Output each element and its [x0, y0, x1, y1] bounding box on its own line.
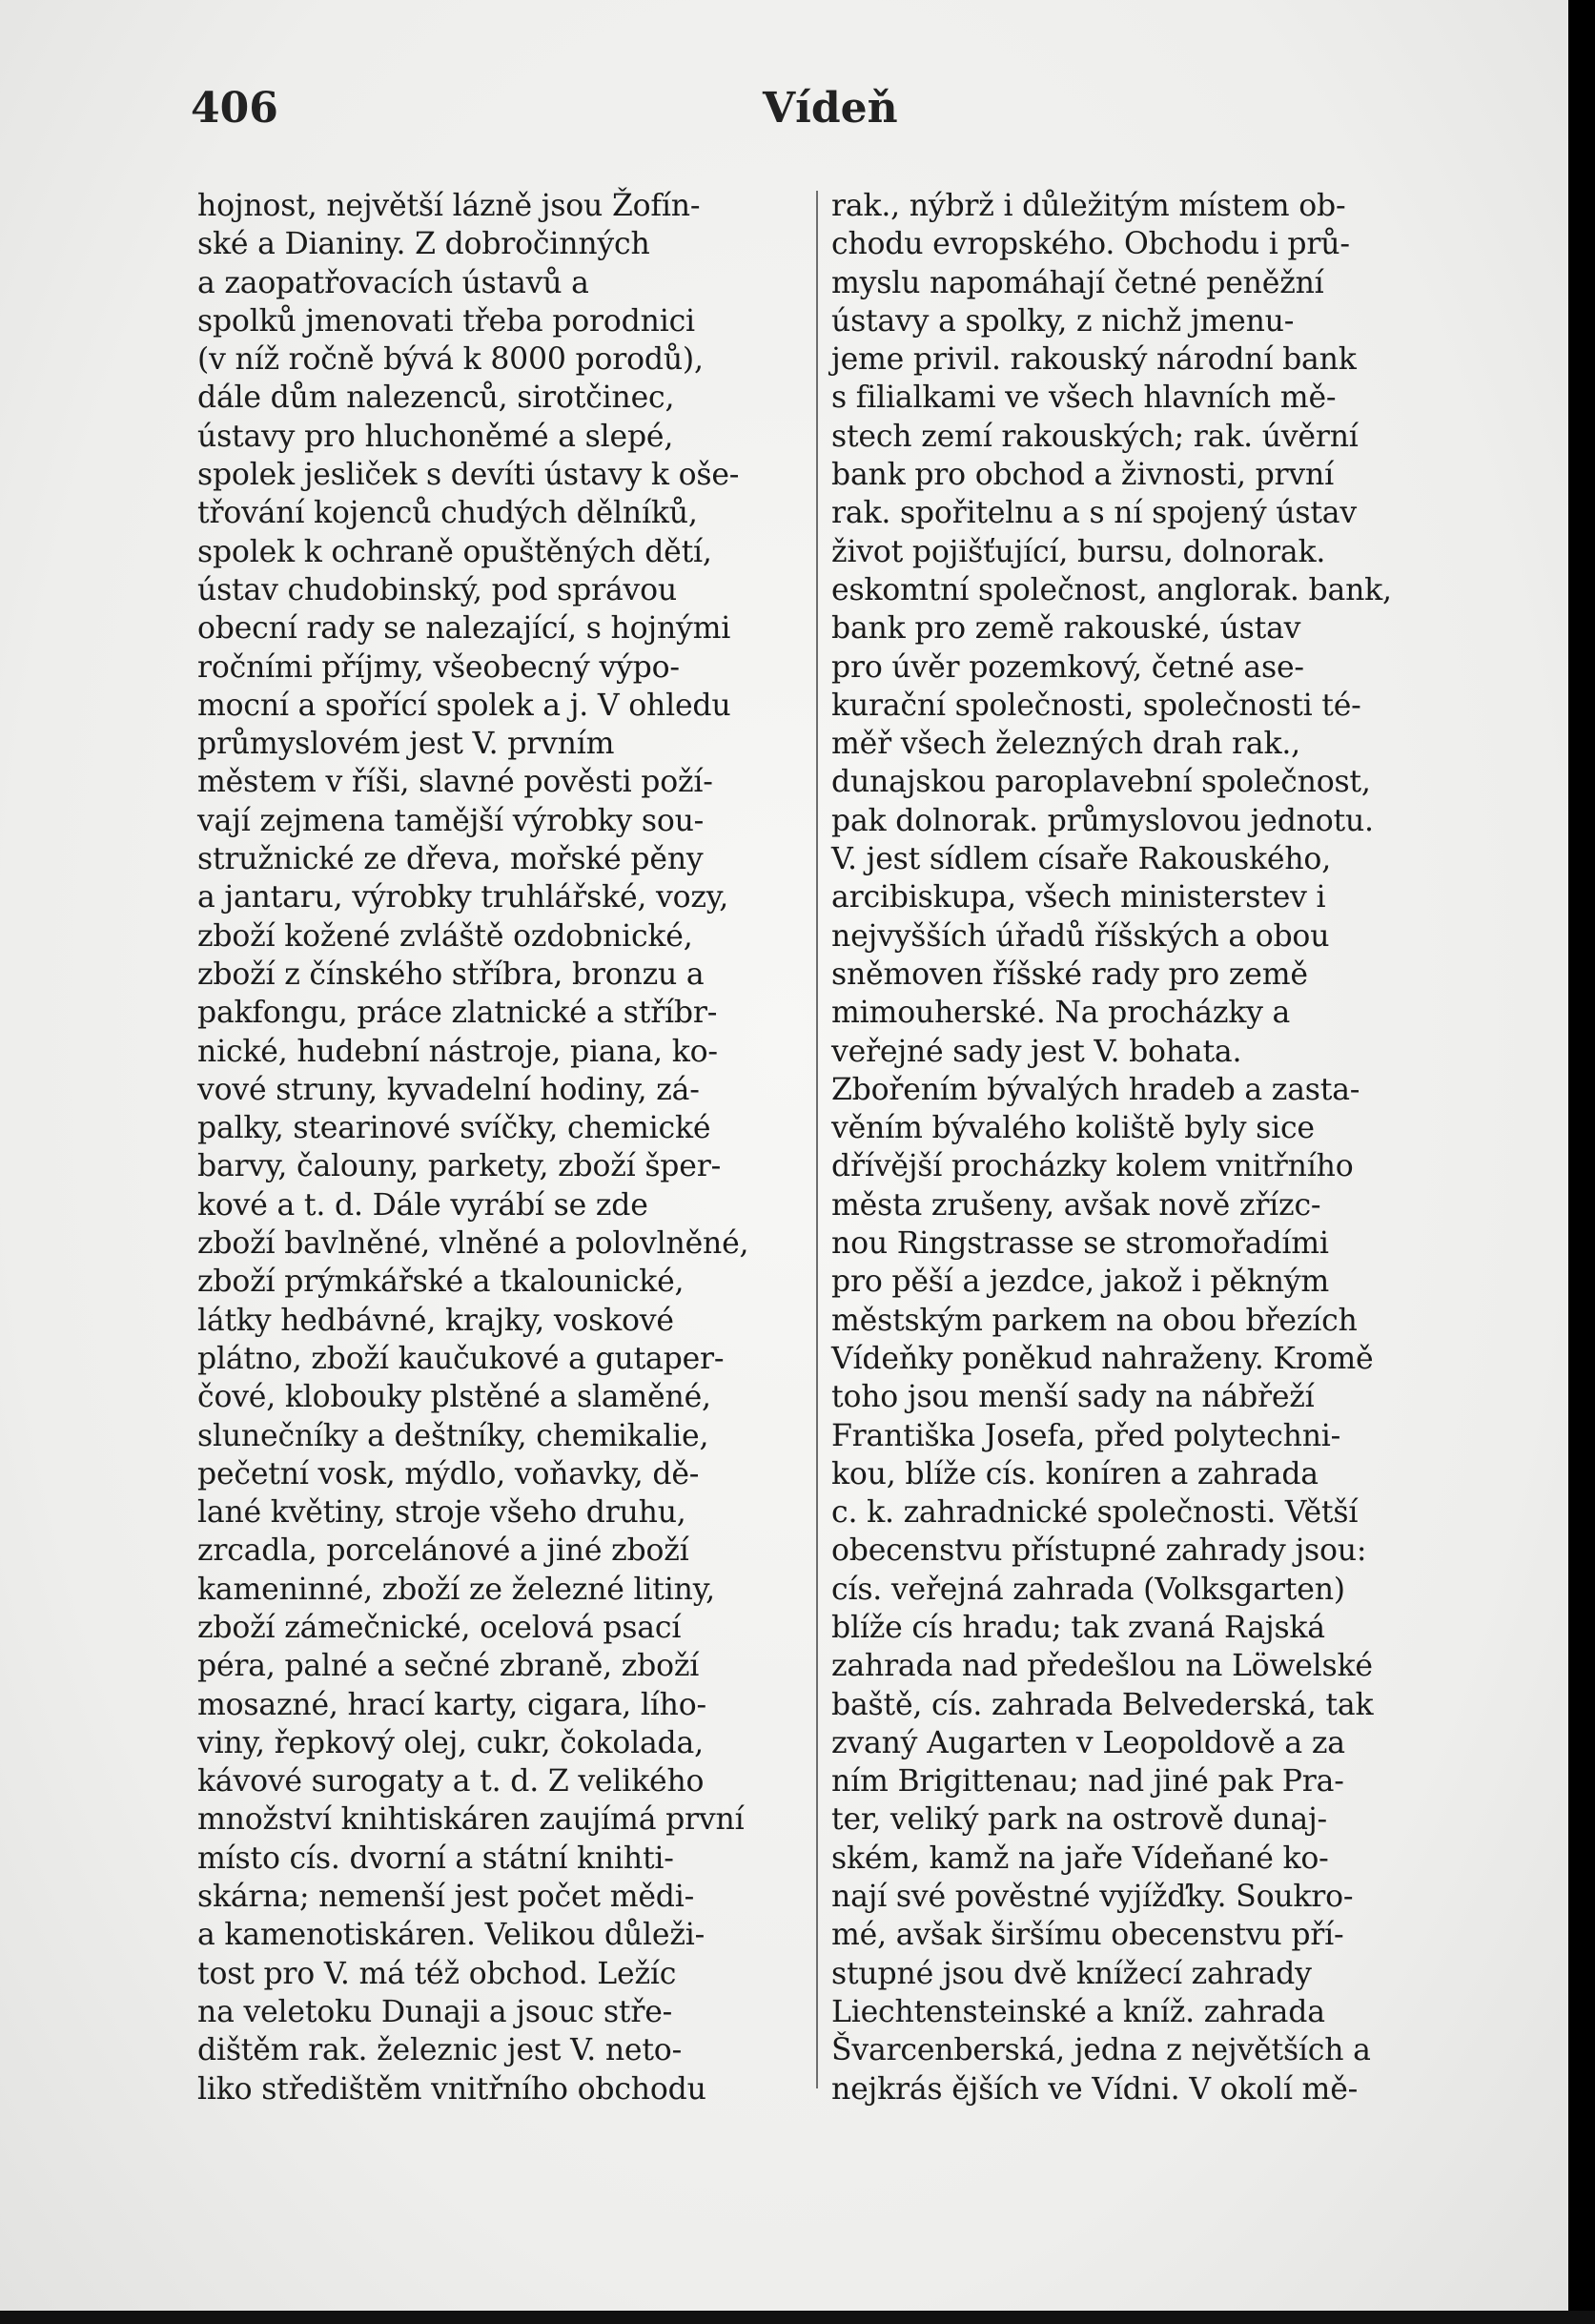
text-line: plátno, zboží kaučukové a gutaper-	[197, 1341, 725, 1376]
text-line: rak. spořitelnu a s ní spojený ústav	[831, 496, 1357, 531]
text-line: ter, veliký park na ostrově dunaj-	[831, 1802, 1327, 1838]
text-line: pro pěší a jezdce, jakož i pěkným	[831, 1265, 1330, 1300]
text-line: pro úvěr pozemkový, četné ase-	[831, 649, 1304, 685]
text-line: obecenstvu přístupné zahrady jsou:	[831, 1533, 1367, 1569]
text-line: ském, kamž na jaře Vídeňané ko-	[831, 1841, 1329, 1876]
text-line: blíže cís hradu; tak zvaná Rajská	[831, 1610, 1325, 1645]
text-line: obecní rady se nalezající, s hojnými	[197, 611, 731, 647]
text-line: a jantaru, výrobky truhlářské, vozy,	[197, 880, 729, 915]
text-line: stech zemí rakouských; rak. úvěrní	[831, 419, 1359, 454]
text-line: zrcadla, porcelánové a jiné zboží	[197, 1533, 689, 1569]
text-line: zahrada nad předešlou na Löwelské	[831, 1649, 1373, 1684]
scan-border-right	[1568, 0, 1595, 2324]
text-line: pakfongu, práce zlatnické a stříbr-	[197, 996, 718, 1031]
text-line: kameninné, zboží ze železné litiny,	[197, 1572, 715, 1607]
text-line: kávové surogaty a t. d. Z velikého	[197, 1764, 705, 1800]
text-line: pečetní vosk, mýdlo, voňavky, dě-	[197, 1456, 700, 1491]
text-line: ské a Dianiny. Z dobročinných	[197, 227, 650, 262]
text-line: vové struny, kyvadelní hodiny, zá-	[197, 1072, 700, 1107]
text-line: kou, blíže cís. koníren a zahrada	[831, 1456, 1319, 1491]
text-line: nické, hudební nástroje, piana, ko-	[197, 1034, 718, 1069]
scan-border-bottom	[0, 2311, 1595, 2324]
text-line: baště, cís. zahrada Belvederská, tak	[831, 1687, 1374, 1722]
text-line: tost pro V. má též obchod. Ležíc	[197, 1956, 677, 1991]
page-number: 406	[191, 84, 278, 133]
text-line: rak., nýbrž i důležitým místem ob-	[831, 189, 1346, 223]
text-line: bank pro země rakouské, ústav	[831, 611, 1301, 647]
text-line: zboží z čínského stříbra, bronzu a	[197, 956, 705, 992]
text-line: cís. veřejná zahrada (Volksgarten)	[831, 1572, 1345, 1607]
text-line: mosazné, hrací karty, cigara, lího-	[197, 1687, 706, 1722]
text-line: lané květiny, stroje všeho druhu,	[197, 1495, 686, 1531]
text-line: zvaný Augarten v Leopoldově a za	[831, 1725, 1345, 1760]
text-line: dištěm rak. železnic jest V. neto-	[197, 2033, 683, 2068]
text-line: eskomtní společnost, anglorak. bank,	[831, 572, 1392, 607]
text-line: vají zejmena tamější výrobky sou-	[197, 803, 705, 838]
column-divider	[816, 191, 818, 2088]
text-line: mocní a spořící spolek a j. V ohledu	[197, 688, 731, 723]
text-line: palky, stearinové svíčky, chemické	[197, 1111, 711, 1146]
text-line: arcibiskupa, všech ministerstev i	[831, 880, 1326, 915]
text-line: městem v říši, slavné pověsti poží-	[197, 765, 713, 800]
running-head-title: Vídeň	[763, 84, 898, 133]
text-line: Švarcenberská, jedna z největších a	[831, 2033, 1371, 2068]
text-column-right	[831, 187, 1442, 2108]
text-line: péra, palné a sečné zbraně, zboží	[197, 1649, 700, 1684]
text-line: nají své pověstné vyjížďky. Soukro-	[831, 1880, 1354, 1915]
text-line: život pojišťující, bursu, dolnorak.	[831, 534, 1326, 569]
text-line: hojnost, největší lázně jsou Žofín-	[197, 189, 701, 223]
text-line: stružnické ze dřeva, mořské pěny	[197, 842, 704, 877]
text-line: dřívější procházky kolem vnitřního	[831, 1149, 1354, 1184]
text-line: pak dolnorak. průmyslovou jednotu.	[831, 803, 1374, 838]
text-line: mimouherské. Na procházky a	[831, 996, 1291, 1031]
text-line: V. jest sídlem císaře Rakouského,	[831, 842, 1332, 877]
text-line: ústavy pro hluchoněmé a slepé,	[197, 419, 674, 454]
text-line: na veletoku Dunaji a jsouc stře-	[197, 1994, 673, 2029]
text-line: mé, avšak širšímu obecenstvu pří-	[831, 1918, 1344, 1953]
text-line: zboží zámečnické, ocelová psací	[197, 1610, 682, 1645]
text-line: a kamenotiskáren. Velikou důleži-	[197, 1918, 705, 1953]
text-line: bank pro obchod a živnosti, první	[831, 458, 1334, 493]
text-line: viny, řepkový olej, cukr, čokolada,	[197, 1725, 704, 1760]
text-line: chodu evropského. Obchodu i prů-	[831, 227, 1350, 262]
text-line: dále dům nalezenců, sirotčinec,	[197, 380, 675, 416]
text-line: ročními příjmy, všeobecný výpo-	[197, 649, 680, 685]
text-line: myslu napomáhají četné peněžní	[831, 265, 1324, 300]
text-line: místo cís. dvorní a státní knihti-	[197, 1841, 674, 1876]
text-line: veřejné sady jest V. bohata.	[831, 1034, 1242, 1069]
text-line: sněmoven říšské rady pro země	[831, 956, 1308, 992]
text-line: množství knihtiskáren zaujímá první	[197, 1802, 745, 1838]
text-line: spolek jesliček s devíti ústavy k oše-	[197, 458, 740, 493]
text-line: průmyslovém jest V. prvním	[197, 727, 615, 762]
text-line: zboží bavlněné, vlněné a polovlněné,	[197, 1226, 749, 1262]
text-line: slunečníky a deštníky, chemikalie,	[197, 1418, 709, 1453]
text-line: zboží prýmkářské a tkalounické,	[197, 1265, 685, 1300]
text-line: městským parkem na obou březích	[831, 1303, 1358, 1338]
text-line: třování kojenců chudých dělníků,	[197, 496, 698, 531]
text-line: ním Brigittenau; nad jiné pak Pra-	[831, 1764, 1344, 1800]
text-line: liko středištěm vnitřního obchodu	[197, 2071, 706, 2107]
text-line: kurační společnosti, společnosti té-	[831, 688, 1361, 723]
text-line: měř všech železných drah rak.,	[831, 727, 1300, 762]
text-line: města zrušeny, avšak nově zřízc-	[831, 1187, 1321, 1223]
text-line: Františka Josefa, před polytechni-	[831, 1418, 1341, 1453]
text-line: a zaopatřovacích ústavů a	[197, 265, 589, 300]
text-line: nejkrás ějších ve Vídni. V okolí mě-	[831, 2071, 1359, 2107]
text-line: ústav chudobinský, pod správou	[197, 572, 677, 607]
text-line: věním bývalého koliště byly sice	[831, 1111, 1315, 1146]
text-line: Liechtensteinské a kníž. zahrada	[831, 1994, 1325, 2029]
text-line: jeme privil. rakouský národní bank	[831, 342, 1357, 378]
text-line: spolků jmenovati třeba porodnici	[197, 303, 695, 339]
text-line: ústavy a spolky, z nichž jmenu-	[831, 303, 1295, 339]
text-line: čové, klobouky plstěné a slaměné,	[197, 1380, 711, 1415]
text-line: látky hedbávné, krajky, voskové	[197, 1303, 674, 1338]
text-line: kové a t. d. Dále vyrábí se zde	[197, 1187, 648, 1223]
text-line: (v níž ročně bývá k 8000 porodů),	[197, 342, 704, 378]
text-line: toho jsou menší sady na nábřeží	[831, 1380, 1315, 1415]
text-line: Zbořením bývalých hradeb a zasta-	[831, 1072, 1360, 1107]
text-line: Vídeňky poněkud nahraženy. Kromě	[831, 1341, 1374, 1376]
text-line: barvy, čalouny, parkety, zboží šper-	[197, 1149, 722, 1184]
text-line: s filialkami ve všech hlavních mě-	[831, 380, 1337, 416]
text-line: skárna; nemenší jest počet mědi-	[197, 1880, 695, 1915]
text-line: dunajskou paroplavební společnost,	[831, 765, 1371, 800]
text-line: c. k. zahradnické společnosti. Větší	[831, 1495, 1359, 1531]
text-column-left	[197, 187, 808, 2108]
text-line: spolek k ochraně opuštěných dětí,	[197, 534, 712, 569]
text-line: nejvyšších úřadů říšských a obou	[831, 918, 1330, 954]
text-line: zboží kožené zvláště ozdobnické,	[197, 918, 693, 954]
text-line: stupné jsou dvě knížecí zahrady	[831, 1956, 1312, 1991]
text-line: nou Ringstrasse se stromořadími	[831, 1226, 1329, 1262]
